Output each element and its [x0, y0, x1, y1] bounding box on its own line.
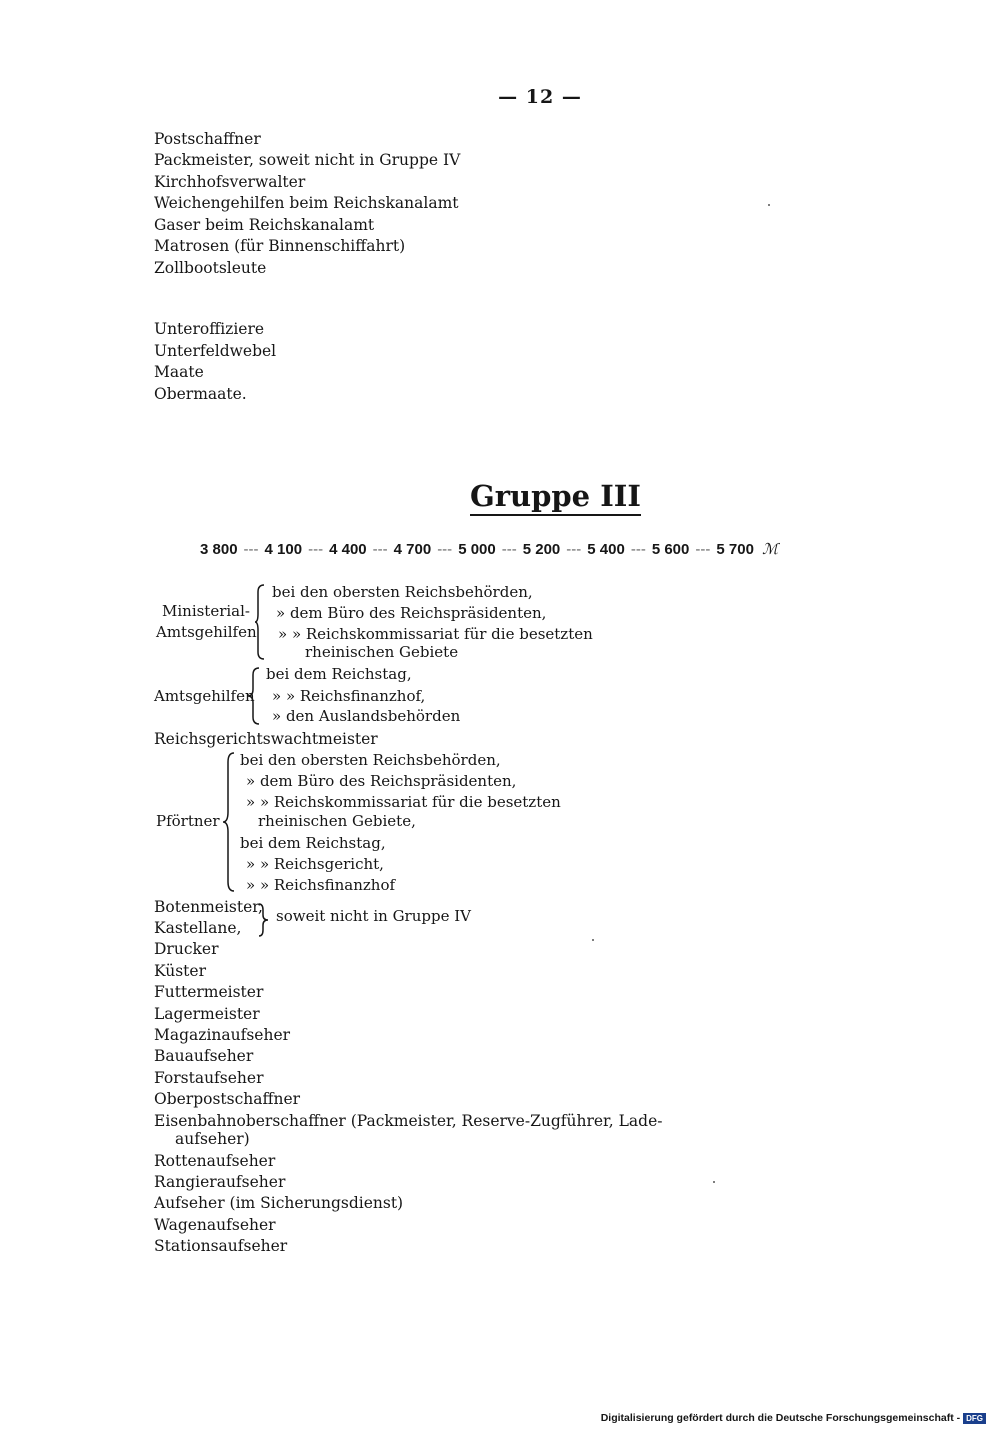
list-item: Packmeister, soweit nicht in Gruppe IV [154, 151, 461, 169]
salary-separator: --- [566, 541, 582, 558]
list-item: Reichsgerichtswachtmeister [154, 730, 378, 748]
group-item: » den Auslandsbehörden [272, 707, 461, 725]
list-item: Forstaufseher [154, 1069, 264, 1087]
list-item: aufseher) [175, 1130, 250, 1148]
list-item: Futtermeister [154, 983, 264, 1001]
list-item: Kastellane, [154, 919, 242, 937]
brace-icon [222, 752, 236, 892]
group-note: soweit nicht in Gruppe IV [276, 907, 471, 925]
list-item: Weichengehilfen beim Reichskanalamt [154, 194, 459, 212]
group-item: rheinischen Gebiete, [258, 812, 416, 830]
list-item: Matrosen (für Binnenschiffahrt) [154, 237, 406, 255]
list-item: Obermaate. [154, 385, 247, 403]
salary-separator: --- [308, 541, 324, 558]
digitization-footer [601, 1412, 986, 1424]
salary-step: 5 200 [522, 541, 561, 558]
group-label: Ministerial- [162, 602, 250, 620]
salary-separator: --- [501, 541, 517, 558]
group-item: » dem Büro des Reichspräsidenten, [276, 604, 547, 622]
list-item: Botenmeister, [154, 898, 263, 916]
scan-speck [592, 939, 594, 941]
group-item: bei den obersten Reichsbehörden, [272, 583, 533, 601]
salary-separator: --- [372, 541, 388, 558]
group-item: » » Reichskommissariat für die besetzten [246, 793, 561, 811]
salary-step: 3 800 [200, 541, 238, 558]
list-item: Lagermeister [154, 1005, 260, 1023]
salary-separator: --- [695, 541, 711, 558]
group-item: rheinischen Gebiete [305, 643, 459, 661]
currency-symbol: ℳ [762, 540, 779, 558]
list-item: Drucker [154, 940, 219, 958]
scan-speck [713, 1181, 715, 1183]
salary-step: 5 600 [651, 541, 690, 558]
salary-step: 4 700 [393, 541, 432, 558]
group-item: » » Reichsgericht, [246, 855, 384, 873]
list-item: Postschaffner [154, 130, 261, 148]
brace-icon [247, 667, 261, 725]
group-label: Amtsgehilfen [154, 687, 255, 705]
list-item: Wagenaufseher [154, 1216, 276, 1234]
list-item: Oberpostschaffner [154, 1090, 301, 1108]
salary-step: 5 000 [458, 541, 496, 558]
list-item: Unteroffiziere [154, 320, 265, 338]
group-item: » » Reichsfinanzhof [246, 876, 396, 894]
group-item: » dem Büro des Reichspräsidenten, [246, 772, 517, 790]
salary-step: 5 400 [587, 541, 625, 558]
salary-separator: --- [437, 541, 453, 558]
salary-separator: --- [630, 541, 646, 558]
list-item: Rangieraufseher [154, 1173, 286, 1191]
group-label: Amtsgehilfen [156, 623, 257, 641]
brace-icon [258, 903, 270, 937]
list-item: Zollbootsleute [154, 259, 267, 277]
list-item: Bauaufseher [154, 1047, 254, 1065]
list-item: Magazinaufseher [154, 1026, 291, 1044]
list-item: Kirchhofsverwalter [154, 173, 306, 191]
group-item: bei dem Reichstag, [266, 665, 412, 683]
brace-icon [254, 584, 266, 660]
section-heading: Gruppe III [470, 479, 641, 516]
page-number: — 12 — [498, 86, 582, 108]
list-item: Küster [154, 962, 206, 980]
list-item: Eisenbahnoberschaffner (Packmeister, Reserve-Zugführer, Lade- [154, 1112, 663, 1130]
salary-step: 4 400 [329, 541, 367, 558]
salary-step: 5 700 [716, 541, 754, 558]
salary-separator: --- [243, 541, 259, 558]
group-item: » » Reichsfinanzhof, [272, 687, 426, 705]
scan-speck [768, 204, 770, 206]
group-item: » » Reichskommissariat für die besetzten [278, 625, 593, 643]
list-item: Rottenaufseher [154, 1152, 276, 1170]
salary-step: 4 100 [264, 541, 303, 558]
list-item: Stationsaufseher [154, 1237, 288, 1255]
group-item: bei dem Reichstag, [240, 834, 386, 852]
list-item: Aufseher (im Sicherungsdienst) [154, 1194, 404, 1212]
footer-text: Digitalisierung gefördert durch die Deutsche Forschungsgemeinschaft - [600, 1412, 961, 1424]
list-item: Unterfeldwebel [154, 342, 277, 360]
salary-scale [200, 538, 880, 561]
group-label: Pförtner [156, 812, 220, 830]
dfg-logo: DFG [963, 1413, 986, 1424]
list-item: Maate [154, 363, 204, 381]
list-item: Gaser beim Reichskanalamt [154, 216, 375, 234]
group-item: bei den obersten Reichsbehörden, [240, 751, 501, 769]
